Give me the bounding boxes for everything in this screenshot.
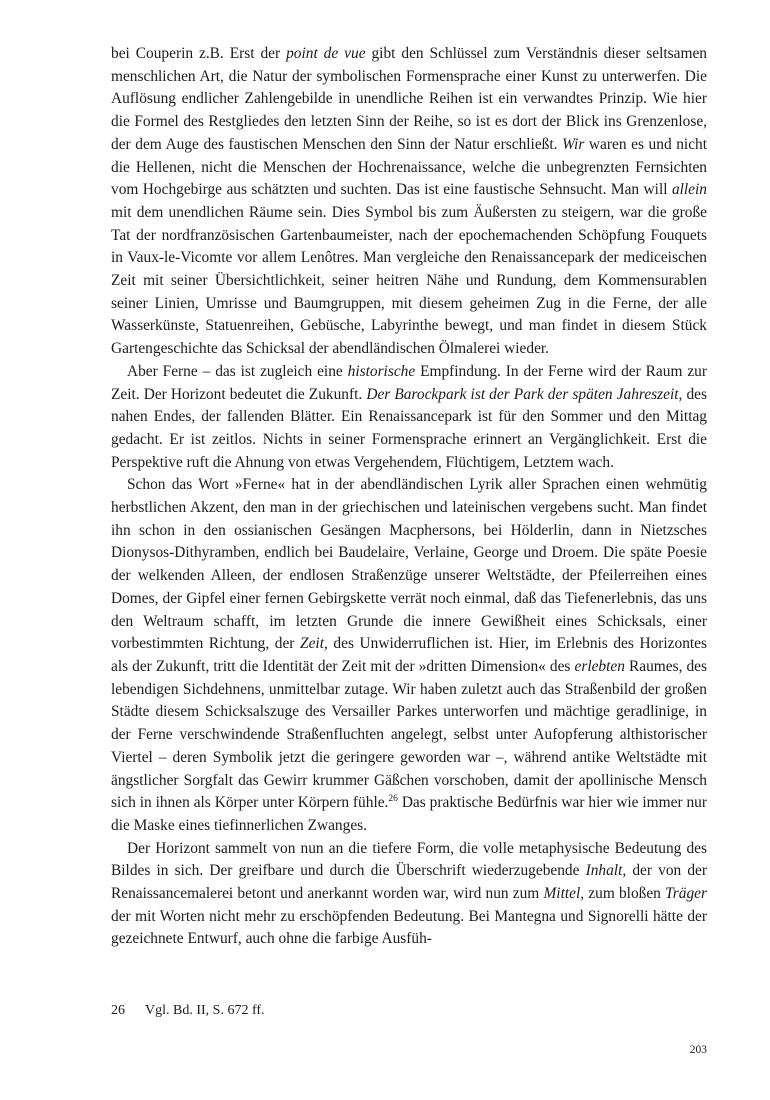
emphasis-text: point de vue	[286, 45, 366, 62]
emphasis-text: Träger	[665, 885, 707, 903]
text-run: waren es und nicht die Hellenen, nicht die Menschen der Hochrenaissance, welche die unbegrenzten Fernsichten vom Hochgebirge aus schätzten und suchten. Das ist eine faustische Sehnsucht. Man will	[111, 135, 708, 199]
paragraph	[111, 474, 707, 837]
footnote	[111, 1001, 707, 1021]
paragraph	[111, 361, 707, 475]
text-run: der mit Worten nicht mehr zu erschöpfenden Bedeutung. Bei Mantegna und Signorelli hätte der gezeichnete Entwurf, auch ohne die farbige Ausfüh-	[111, 907, 707, 948]
footnote-text: Vgl. Bd. II, S. 672 ff.	[145, 1003, 265, 1018]
text-run: des Unwiderruflichen ist. Hier, im Erlebnis des Horizontes als der Zukunft, tritt die Identität der Zeit mit der »dritten Dimension« des	[111, 635, 707, 675]
footnote-reference: 26	[388, 794, 398, 805]
text-run: Aber Ferne – das ist zugleich eine	[127, 362, 348, 380]
text-run: Raumes, des lebendigen Sichdehnens, unmittelbar zutage. Wir haben zuletzt auch das Straßenbild der großen Städte diesem Schicksalszuge des Versailler Parkes unterworfen und mächtige geradlinige, in der Ferne verschwindende Straßenfluchten angelegt, selbst unter Aufopferung althistorischer Viertel – deren Symbolik jetzt die geringere geworden war –, während antike Weltstädte mit ängstlicher Sorgfalt das Gewirr krummer Gäßchen vorschoben, damit der apollinische Mensch sich in ihnen als Körper unter Körpern fühle.	[111, 657, 708, 812]
body-text	[111, 43, 707, 951]
text-run: Der Horizont sammelt von nun an die tiefere Form, die volle metaphysische Bedeutung des Bildes in sich. Der greifbare und durch die Überschrift wiederzugebende	[111, 839, 707, 880]
footnote-number: 26	[111, 1003, 125, 1018]
paragraph	[111, 43, 707, 361]
text-run: des nahen Endes, der fallenden Blätter. Ein Renaissancepark ist für den Sommer und den Mittag gedacht. Er ist zeitlos. Nichts in seiner Formensprache erinnert an Vergänglichkeit. Erst die Perspektive ruft die Ahnung von etwas Vergehendem, Flüchtigem, Letztem wach.	[111, 385, 707, 471]
emphasis-text: Zeit,	[300, 635, 328, 653]
text-run: Schon das Wort »Ferne« hat in der abendländischen Lyrik aller Sprachen einen wehmütig herbstlichen Akzent, den man in der griechischen und lateinischen vergebens sucht. Man findet ihn schon in den ossianischen Gesängen Macphersons, bei Hölderlin, dann in Nietzsches Dionysos-Dithyramben, endlich bei Baudelaire, Verlaine, George und Droem. Die späte Poesie der welkenden Alleen, der endlosen Straßenzüge unserer Weltstädte, der Pfeilerreihen eines Domes, der Gipfel einer fernen Gebirgskette verrät noch einmal, daß das Tiefenerlebnis, das uns den Weltraum schafft, im letzten Grunde die innere Gewißheit eines Schicksals, einer vorbestimmten Richtung, der	[111, 476, 707, 653]
text-run: der von der Renaissancemalerei betont und anerkannt worden war, wird nun zum	[111, 862, 707, 903]
emphasis-text: historische	[347, 362, 416, 380]
text-run: zum bloßen	[584, 885, 666, 903]
text-run: bei Couperin z.B. Erst der	[111, 45, 287, 62]
emphasis-text: Inhalt,	[585, 862, 627, 880]
emphasis-text: allein	[671, 181, 707, 199]
emphasis-text: erlebten	[574, 657, 625, 675]
text-run: mit dem unendlichen Räume sein. Dies Symbol bis zum Äußersten zu steigern, war die große Tat der nordfranzösischen Gartenbaumeister, nach der epochemachenden Schöpfung Fouquets in Vaux-le-Vicomte vor allem Lenôtres. Man vergleiche den Renaissancepark der mediceischen Zeit mit seiner Übersichtlichkeit, seiner heitren Nähe und Rundung, dem Kommensurablen seiner Linien, Umrisse und Baumgruppen, mit diesem geheimen Zug in die Ferne, der alle Wasserkünste, Statuenreihen, Gebüsche, Labyrinthe bewegt, und man findet in diesem Stück Gartengeschichte das Schicksal der abendländischen Ölmalerei wieder.	[111, 203, 707, 358]
page-number: 203	[689, 1044, 707, 1056]
emphasis-text: Der Barockpark ist der Park der späten Jahreszeit,	[366, 385, 683, 403]
text-run: Das praktische Bedürfnis war hier wie immer nur die Maske eines tiefinnerlichen Zwanges.	[111, 794, 707, 834]
emphasis-text: Mittel,	[543, 885, 585, 903]
paragraph	[111, 838, 707, 952]
text-run: Empfindung. In der Ferne wird der Raum zur Zeit. Der Horizont bedeutet die Zukunft.	[111, 362, 707, 403]
text-run: gibt den Schlüssel zum Verständnis dieser seltsamen menschlichen Art, die Natur der symbolischen Formensprache einer Kunst zu unterwerfen. Die Auflösung endlicher Zahlengebilde in unendliche Reihen ist ein verwandtes Prinzip. Wie hier die Formel des Restgliedes den letzten Sinn der Reihe, so ist es dort der Blick ins Grenzenlose, der dem Auge des faustischen Menschen den Sinn der Natur erschließt.	[111, 45, 707, 153]
emphasis-text: Wir	[562, 135, 585, 153]
